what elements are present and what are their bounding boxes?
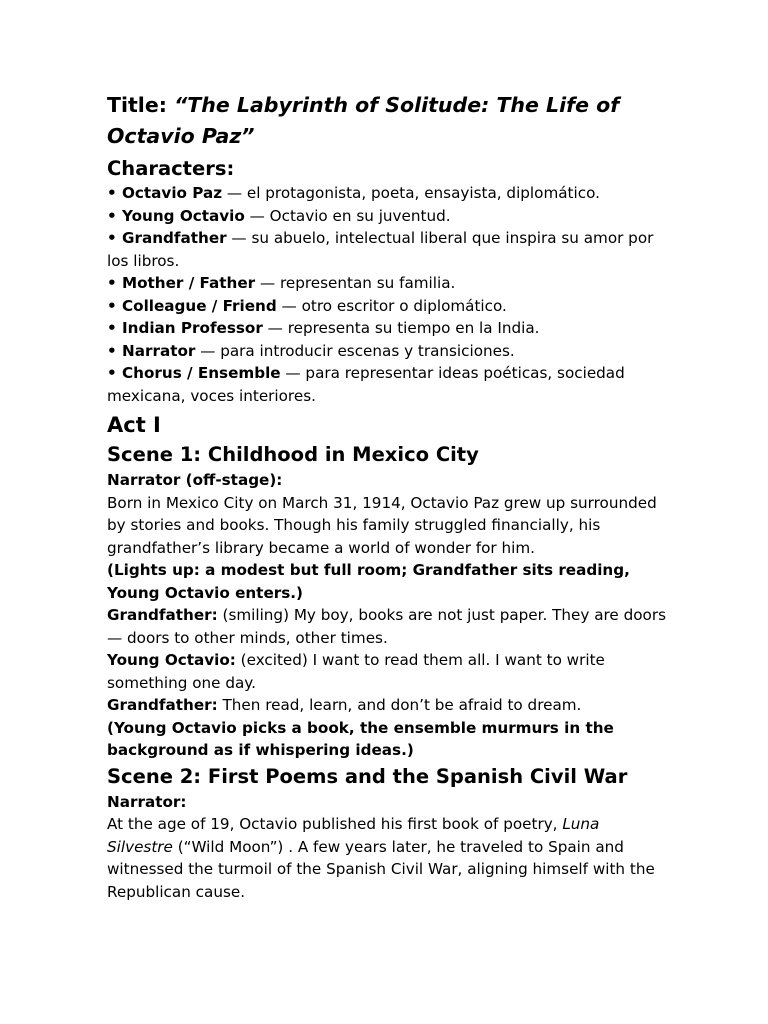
speaker-name: Grandfather: [107,696,218,714]
character-item [107,295,667,318]
characters-heading: Characters: [107,157,235,180]
character-bullet: • [107,364,122,382]
narration-paragraph [107,813,667,903]
character-name: Indian Professor [122,319,263,337]
narrator-speaker: Narrator (off-stage): [107,471,283,489]
character-name: Chorus / Ensemble [122,364,281,382]
dialogue-line [107,604,667,649]
character-name: Young Octavio [122,206,245,225]
stage-direction: (Lights up: a modest but full room; Grandfather sits reading, Young Octavio enters.) [107,561,630,602]
character-item [107,340,667,363]
dialogue-line [107,649,667,694]
page-title [107,90,667,152]
character-item [107,362,667,407]
dialogue-text: (excited) I want to read them all. I want to write something one day. [107,651,605,692]
narration-text: At the age of 19, Octavio published his first book of poetry, [107,815,563,833]
character-name: Octavio Paz [122,184,223,202]
character-bullet: • [107,341,122,360]
character-bullet: • [107,274,122,292]
narrator-label [107,469,667,492]
dialogue-text: Then read, learn, and don’t be afraid to dream. [217,696,582,714]
character-item [107,317,667,340]
stage-direction: (Young Octavio picks a book, the ensemble murmurs in the background as if whispering ideas.) [107,718,614,759]
narrator-label [107,791,667,814]
book-title: Luna Silvestre [107,815,600,856]
character-item [107,205,667,228]
character-desc: — otro escritor o diplomático. [276,296,507,315]
scene-heading: Scene 1: Childhood in Mexico City [107,443,479,466]
title-work: “The Labyrinth of Solitude: The Life of Octavio Paz” [107,93,620,148]
character-bullet: • [107,296,122,315]
narration-text: (“Wild Moon”) . A few years later, he traveled to Spain and witnessed the turmoil of the Spanish Civil War, aligning himself with the Republican cause. [107,837,655,901]
act-heading: Act I [107,413,161,437]
character-item [107,272,667,295]
narration-paragraph: Born in Mexico City on March 31, 1914, Octavio Paz grew up surrounded by stories and books. Though his family struggled financially, his grandfather’s library became a world of wonder for him. [107,493,657,557]
document-page [107,90,667,903]
character-item [107,227,667,272]
character-desc: — el protagonista, poeta, ensayista, diplomático. [222,184,600,202]
character-bullet: • [107,229,122,247]
dialogue-line [107,694,667,717]
scene1-content [107,469,667,762]
character-desc: — su abuelo, intelectual liberal que inspira su amor por los libros. [107,229,654,270]
character-desc: — para introducir escenas y transiciones. [195,341,515,360]
character-name: Colleague / Friend [122,296,277,315]
scene2-content [107,791,667,904]
character-desc: — para representar ideas poéticas, sociedad mexicana, voces interiores. [107,364,625,405]
character-bullet: • [107,206,122,225]
character-desc: — Octavio en su juventud. [244,206,451,225]
speaker-name: Young Octavio: [107,651,236,669]
character-desc: — representan su familia. [255,274,456,292]
scene-heading: Scene 2: First Poems and the Spanish Civil War [107,764,628,788]
character-bullet: • [107,319,122,337]
speaker-name: Grandfather: [107,606,218,624]
character-name: Narrator [122,341,196,360]
narrator-speaker: Narrator: [107,792,187,811]
character-name: Grandfather [122,229,227,247]
character-item [107,182,667,205]
dialogue-text: (smiling) My boy, books are not just paper. They are doors — doors to other minds, other times. [107,606,666,647]
character-bullet: • [107,184,122,202]
character-name: Mother / Father [122,274,256,292]
title-prefix: Title: [107,93,175,117]
character-desc: — representa su tiempo en la India. [262,319,540,337]
characters-list [107,182,667,407]
